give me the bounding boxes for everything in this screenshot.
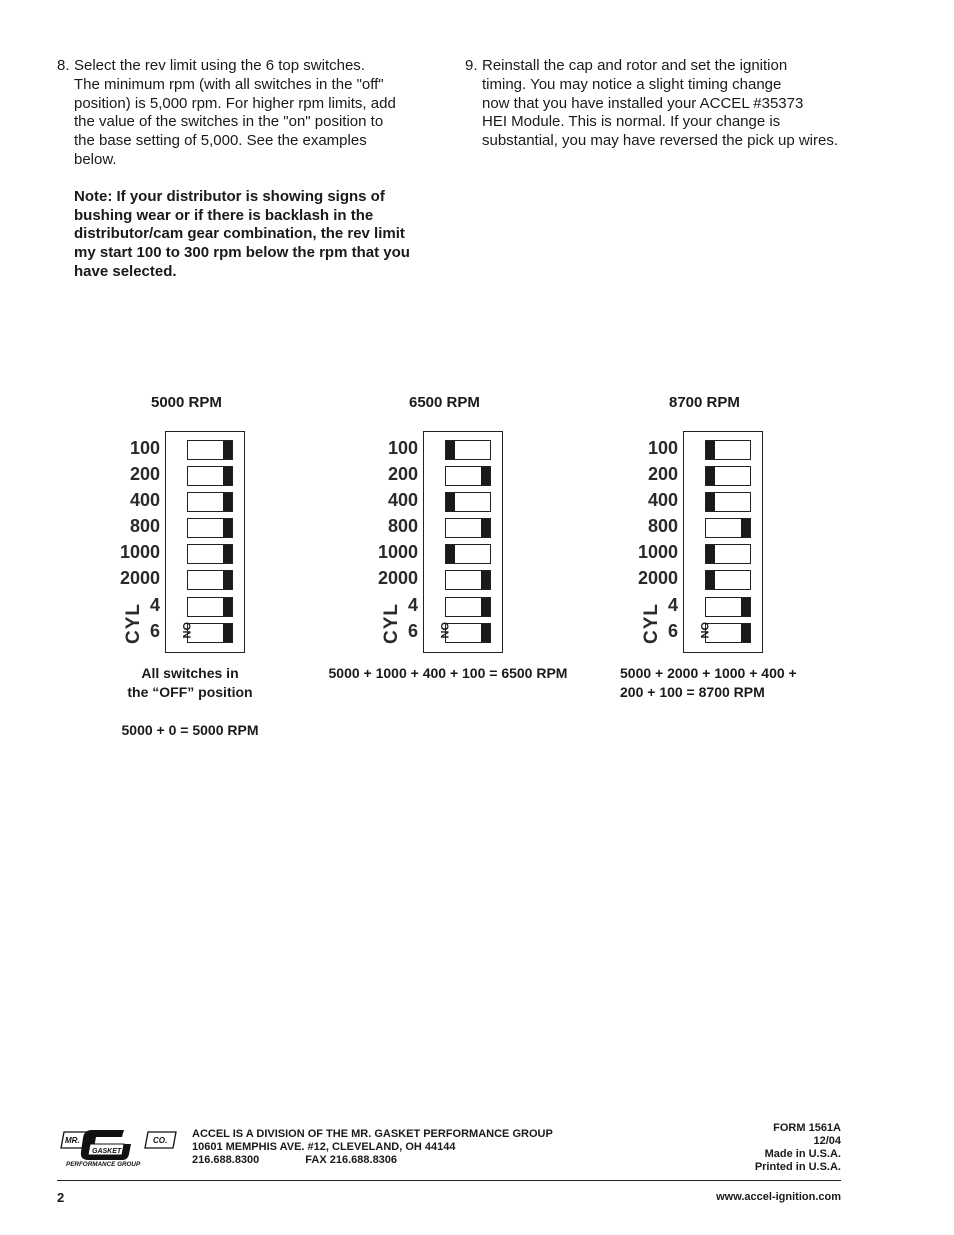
switch-knob	[446, 493, 455, 511]
switch-knob	[223, 571, 232, 589]
caption-line: 5000 + 2000 + 1000 + 400 +	[620, 665, 797, 681]
dip-switch-panel	[165, 431, 245, 653]
cyl-label: CYL	[123, 603, 144, 644]
switch-knob	[223, 467, 232, 485]
note-line: have selected.	[74, 262, 177, 280]
caption-line: the “OFF” position	[127, 684, 253, 700]
dip-switch-on	[705, 440, 751, 460]
on-label-text: ON	[180, 622, 192, 639]
step-9-line: substantial, you may have reversed the pick up wires.	[482, 132, 839, 150]
dip-switch-on	[705, 466, 751, 486]
dip-switch-off	[705, 623, 751, 643]
svg-text:CO.: CO.	[153, 1136, 168, 1145]
switch-value-label: 1000	[637, 542, 678, 562]
on-label	[686, 622, 710, 642]
dip-switch-diagram	[318, 394, 578, 754]
cylinder-option-label: 4	[407, 595, 418, 615]
step-9-line: now that you have installed your ACCEL #35373	[482, 94, 804, 112]
phone-number: 216.688.8300	[192, 1154, 260, 1166]
switch-value-label: 200	[647, 464, 678, 484]
dip-switch-off	[187, 623, 233, 643]
cyl-label: CYL	[381, 603, 402, 644]
switch-knob	[706, 467, 715, 485]
switch-knob	[446, 545, 455, 563]
dip-switch-off	[445, 623, 491, 643]
switch-value-label: 400	[387, 490, 418, 510]
step-8-line: the base setting of 5,000. See the examples	[74, 132, 367, 150]
dip-switch-on	[445, 440, 491, 460]
step-8-body	[74, 57, 432, 282]
diagram-title: 8700 RPM	[669, 394, 740, 411]
company-line: 10601 MEMPHIS AVE. #12, CLEVELAND, OH 44144	[192, 1141, 456, 1153]
switch-knob	[741, 598, 750, 616]
step-8	[57, 57, 432, 282]
switch-value-label: 400	[129, 490, 160, 510]
form-info	[755, 1122, 841, 1174]
switch-knob	[223, 545, 232, 563]
step-8-line: below.	[74, 150, 117, 168]
switch-knob	[706, 545, 715, 563]
dip-switch-panel	[683, 431, 763, 653]
switch-knob	[223, 493, 232, 511]
step-number: 8.	[57, 57, 70, 74]
caption-line: 5000 + 1000 + 400 + 100 = 6500 RPM	[328, 665, 568, 681]
switch-knob	[481, 467, 490, 485]
switch-knob	[481, 624, 490, 642]
step-8-line: the value of the switches in the "on" position to	[74, 113, 384, 131]
dip-switch-off	[187, 492, 233, 512]
step-8-line: Select the rev limit using the 6 top switches.	[74, 57, 365, 74]
page-number: 2	[57, 1190, 65, 1205]
form-line: 12/04	[813, 1135, 841, 1147]
switch-value-label: 200	[129, 464, 160, 484]
switch-knob	[223, 519, 232, 537]
bushing-wear-note	[74, 188, 432, 282]
cyl-label: CYL	[641, 603, 662, 644]
footer-divider	[57, 1180, 841, 1181]
dip-switch-off	[445, 597, 491, 617]
switch-knob	[481, 571, 490, 589]
switch-value-label: 200	[387, 464, 418, 484]
diagram-title: 6500 RPM	[409, 394, 480, 411]
dip-switch-off	[445, 570, 491, 590]
dip-switch-off	[445, 518, 491, 538]
svg-text:MR.: MR.	[65, 1136, 80, 1145]
company-line: ACCEL IS A DIVISION OF THE MR. GASKET PERFORMANCE GROUP	[192, 1128, 553, 1140]
switch-value-label: 800	[129, 516, 160, 536]
caption-line: All switches in	[141, 665, 239, 681]
switch-value-label: 100	[387, 438, 418, 458]
step-9-body	[482, 57, 850, 151]
step-8-line: The minimum rpm (with all switches in the "off"	[74, 75, 384, 93]
dip-switch-on	[445, 544, 491, 564]
form-line: Printed in U.S.A.	[754, 1161, 841, 1173]
note-line: distributor/cam gear combination, the rev limit	[74, 225, 405, 243]
note-line: Note: If your distributor is showing signs of	[74, 187, 385, 205]
dip-switch-on	[705, 570, 751, 590]
dip-switch-on	[705, 544, 751, 564]
dip-switch-off	[187, 597, 233, 617]
dip-switch-off	[705, 518, 751, 538]
cylinder-option-label: 6	[407, 621, 418, 641]
switch-value-label: 2000	[377, 568, 418, 588]
switch-knob	[223, 441, 232, 459]
diagram-caption	[308, 664, 588, 683]
switch-value-label: 2000	[119, 568, 160, 588]
fax-number: FAX 216.688.8306	[305, 1154, 398, 1166]
rpm-formula: 5000 + 0 = 5000 RPM	[121, 722, 259, 738]
dip-switch-off	[187, 440, 233, 460]
diagram-caption	[100, 664, 280, 702]
dip-switch-diagram	[578, 394, 838, 754]
svg-text:GASKET: GASKET	[92, 1148, 122, 1155]
dip-switch-off	[445, 466, 491, 486]
switch-value-label: 800	[387, 516, 418, 536]
cylinder-option-label: 4	[667, 595, 678, 615]
dip-switch-on	[705, 492, 751, 512]
switch-value-label: 100	[647, 438, 678, 458]
dip-switch-panel	[423, 431, 503, 653]
step-9-line: HEI Module. This is normal. If your change is	[482, 113, 781, 131]
page-footer	[0, 1120, 954, 1235]
switch-knob	[481, 519, 490, 537]
on-label-text: ON	[438, 622, 450, 639]
switch-knob	[706, 441, 715, 459]
switch-value-label: 1000	[119, 542, 160, 562]
dip-switch-off	[187, 466, 233, 486]
switch-knob	[223, 624, 232, 642]
on-label-text: ON	[698, 622, 710, 639]
company-address	[192, 1128, 553, 1167]
dip-switch-off	[705, 597, 751, 617]
dip-switch-off	[187, 570, 233, 590]
contact-line	[192, 1154, 553, 1167]
switch-knob	[223, 598, 232, 616]
switch-knob	[741, 624, 750, 642]
step-8-line: position) is 5,000 rpm. For higher rpm limits, add	[74, 94, 396, 112]
dip-switch-on	[445, 492, 491, 512]
switch-knob	[706, 571, 715, 589]
diagram-caption	[620, 664, 838, 702]
diagram-title: 5000 RPM	[151, 394, 222, 411]
form-line: Made in U.S.A.	[764, 1148, 841, 1160]
dip-switch-off	[187, 518, 233, 538]
website-link[interactable]: www.accel-ignition.com	[716, 1191, 841, 1203]
switch-value-label: 100	[129, 438, 160, 458]
on-label	[168, 622, 192, 642]
dip-switch-off	[187, 544, 233, 564]
step-number: 9.	[465, 57, 478, 74]
switch-knob	[481, 598, 490, 616]
step-9	[465, 57, 850, 151]
dip-switch-diagram	[60, 394, 320, 754]
cylinder-option-label: 4	[149, 595, 160, 615]
cylinder-option-label: 6	[149, 621, 160, 641]
switch-value-label: 800	[647, 516, 678, 536]
switch-value-label: 2000	[637, 568, 678, 588]
cylinder-option-label: 6	[667, 621, 678, 641]
note-line: my start 100 to 300 rpm below the rpm that you	[74, 244, 410, 262]
svg-text:PERFORMANCE GROUP: PERFORMANCE GROUP	[66, 1161, 141, 1166]
step-9-line: timing. You may notice a slight timing change	[482, 75, 782, 93]
on-label	[426, 622, 450, 642]
switch-knob	[706, 493, 715, 511]
note-line: bushing wear or if there is backlash in the	[74, 206, 374, 224]
switch-knob	[446, 441, 455, 459]
step-9-line: Reinstall the cap and rotor and set the ignition	[482, 57, 788, 74]
switch-value-label: 1000	[377, 542, 418, 562]
switch-value-label: 400	[647, 490, 678, 510]
caption-line: 200 + 100 = 8700 RPM	[620, 684, 765, 700]
mr-gasket-logo	[58, 1126, 178, 1166]
form-line: FORM 1561A	[773, 1122, 841, 1134]
switch-knob	[741, 519, 750, 537]
